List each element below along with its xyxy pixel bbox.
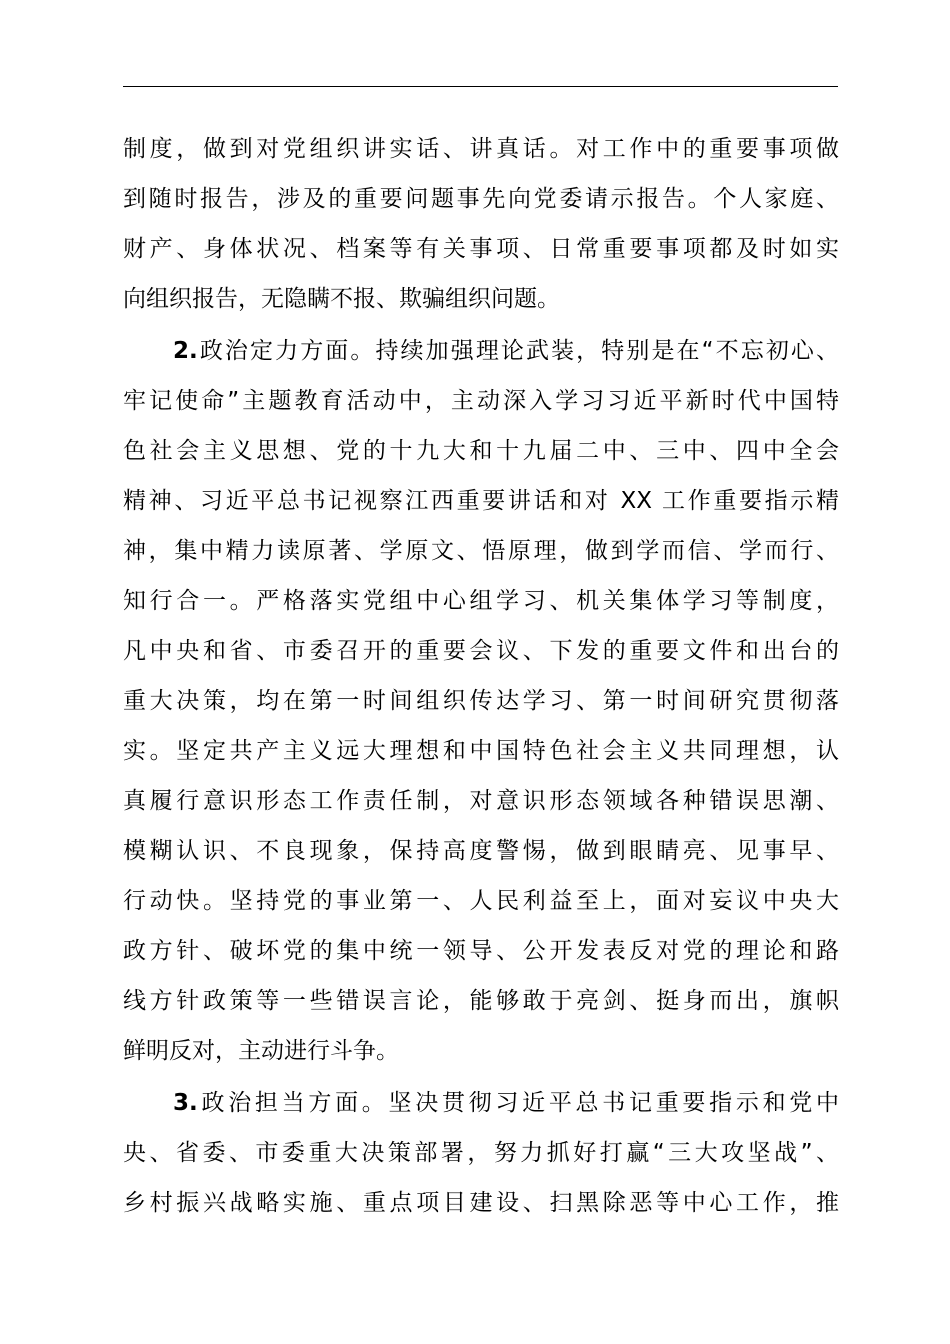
text-line: 模糊认识、不良现象，保持高度警惕，做到眼睛亮、见事早、	[123, 838, 839, 864]
text-line: 乡村振兴战略实施、重点项目建设、扫黑除恶等中心工作，推	[123, 1190, 839, 1216]
text-line: 制度，做到对党组织讲实话、讲真话。对工作中的重要事项做	[123, 136, 839, 162]
text-line: 向组织报告，无隐瞒不报、欺骗组织问题。	[123, 286, 560, 312]
text-line: 色社会主义思想、党的十九大和十九届二中、三中、四中全会	[123, 438, 839, 464]
paragraph-2	[123, 326, 839, 1076]
header-rule	[123, 86, 838, 87]
paragraph-number: 2.	[173, 338, 198, 364]
paragraph-3	[123, 1078, 839, 1228]
text-line: 鲜明反对，主动进行斗争。	[123, 1038, 399, 1064]
text-line: 到随时报告，涉及的重要问题事先向党委请示报告。个人家庭、	[123, 186, 839, 212]
text-line: 牢记使命”主题教育活动中，主动深入学习习近平新时代中国特	[123, 388, 839, 414]
text-line: 行动快。坚持党的事业第一、人民利益至上，面对妄议中央大	[123, 888, 839, 914]
document-body	[123, 124, 839, 1228]
text-line: 神，集中精力读原著、学原文、悟原理，做到学而信、学而行、	[123, 538, 839, 564]
paragraph-number: 3.	[173, 1090, 198, 1116]
text-line: 央、省委、市委重大决策部署，努力抓好打赢“三大攻坚战”、	[123, 1140, 839, 1166]
text-line: 重大决策，均在第一时间组织传达学习、第一时间研究贯彻落	[123, 688, 839, 714]
text-line: 政方针、破坏党的集中统一领导、公开发表反对党的理论和路	[123, 938, 839, 964]
text-line: 2.政治定力方面。持续加强理论武装，特别是在“不忘初心、	[173, 338, 839, 364]
text-line: 真履行意识形态工作责任制，对意识形态领域各种错误思潮、	[123, 788, 839, 814]
text-line: 线方针政策等一些错误言论，能够敢于亮剑、挺身而出，旗帜	[123, 988, 839, 1014]
text-line: 精神、习近平总书记视察江西重要讲话和对 XX 工作重要指示精	[123, 488, 839, 514]
paragraph-1	[123, 124, 839, 324]
text-line: 实。坚定共产主义远大理想和中国特色社会主义共同理想，认	[123, 738, 839, 764]
text-line: 知行合一。严格落实党组中心组学习、机关集体学习等制度，	[123, 588, 839, 614]
text-line: 3.政治担当方面。坚决贯彻习近平总书记重要指示和党中	[173, 1090, 839, 1116]
text-line: 凡中央和省、市委召开的重要会议、下发的重要文件和出台的	[123, 638, 839, 664]
text-line: 财产、身体状况、档案等有关事项、日常重要事项都及时如实	[123, 236, 839, 262]
